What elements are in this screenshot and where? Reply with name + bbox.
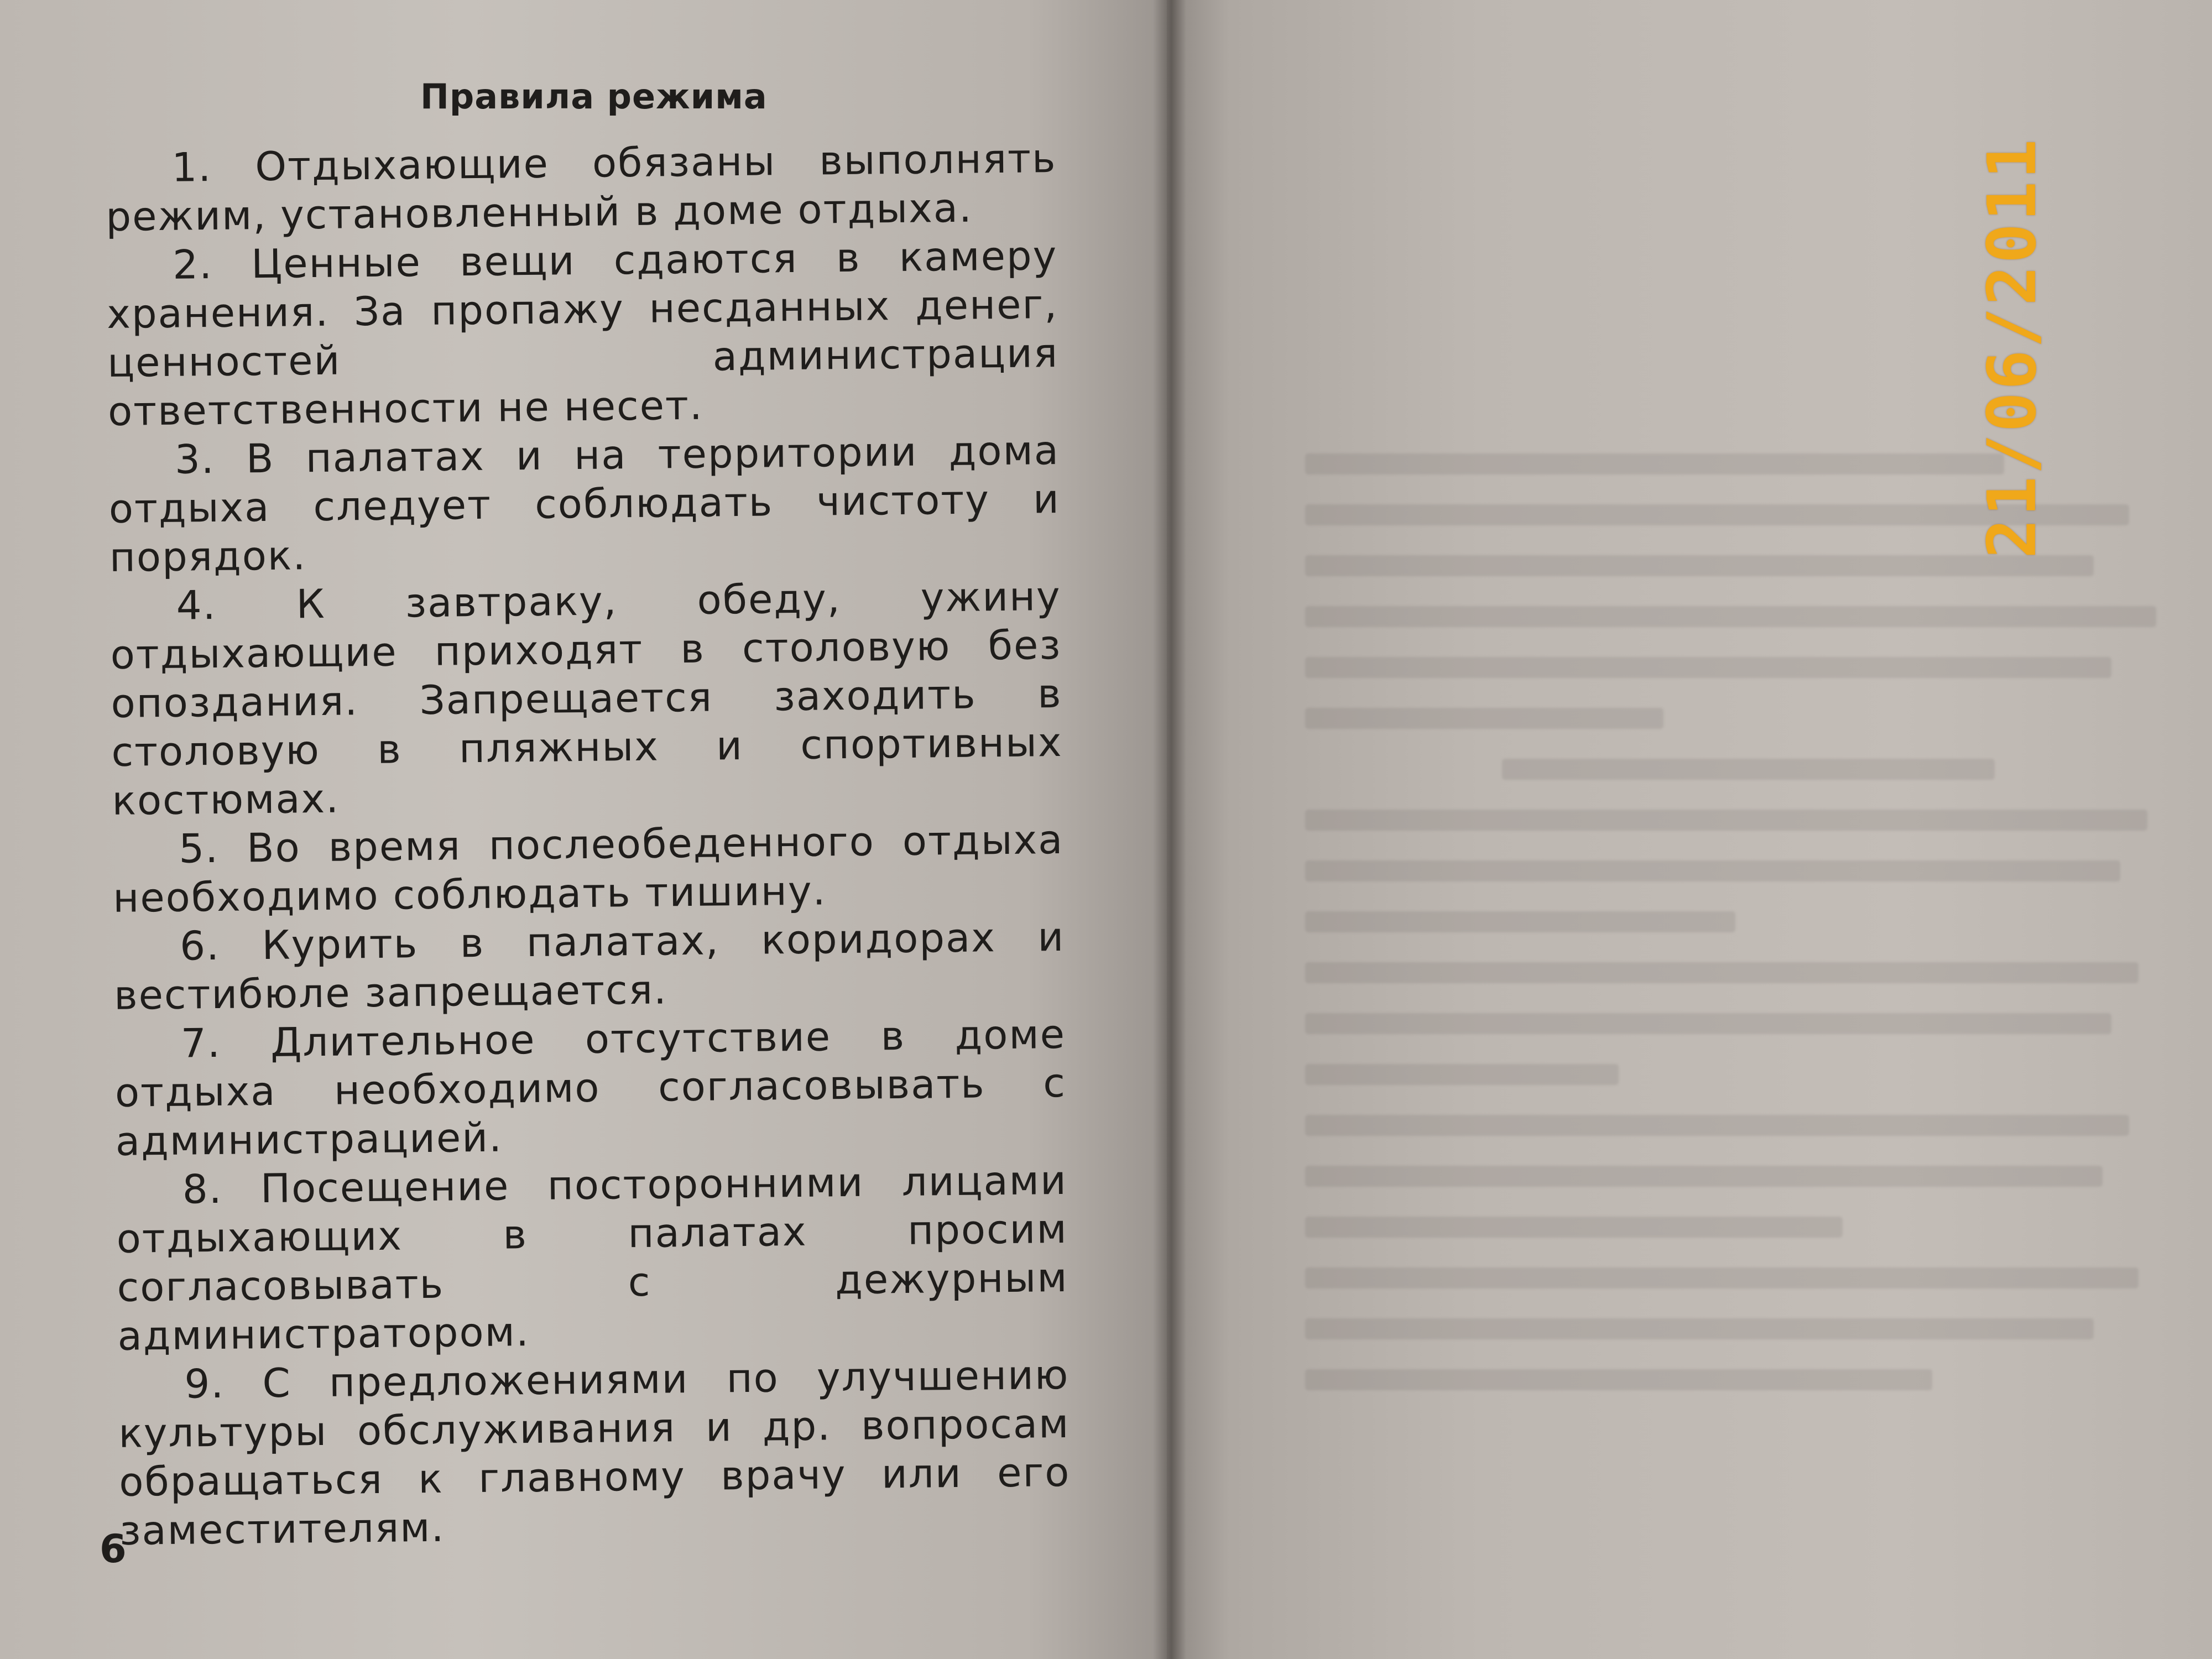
- rule-item: 5. Во время послеобеденного отдыха необходимо соблюдать тишину.: [112, 816, 1064, 921]
- rule-item: 6. Курить в палатах, коридорах и вестибюле запрещается.: [113, 913, 1065, 1019]
- page-heading: Правила режима: [420, 76, 768, 117]
- rule-item: 4. К завтраку, обеду, ужину отдыхающие приходят в столовую без опоздания. Запрещается заходить в столовую в пляжных и спортивных костюмах.: [110, 572, 1063, 824]
- rule-item: 8. Посещение посторонними лицами отдыхающих в палатах просим согласовывать с дежурным администратором.: [116, 1156, 1069, 1359]
- rule-item: 3. В палатах и на территории дома отдыха следует соблюдать чистоту и порядок.: [108, 426, 1061, 581]
- page-number: 6: [100, 1526, 127, 1572]
- rule-item: 9. С предложениями по улучшению культуры обслуживания и др. вопросам обращаться к главному врачу или его заместителям.: [118, 1351, 1071, 1554]
- rules-list-left: [105, 134, 1071, 1555]
- camera-date-stamp: 21/06/2011: [1974, 137, 2051, 559]
- rule-item: 1. Отдыхающие обязаны выполнять режим, установленный в доме отдыха.: [105, 134, 1057, 240]
- rule-item: 2. Ценные вещи сдаются в камеру хранения. За пропажу несданных денег, ценностей администрация ответственности не несет.: [106, 232, 1059, 435]
- book-spine-gutter: [1153, 0, 1186, 1659]
- rule-item: 7. Длительное отсутствие в доме отдыха необходимо согласовывать с администрацией.: [114, 1010, 1067, 1165]
- show-through-text: [1305, 453, 2201, 1420]
